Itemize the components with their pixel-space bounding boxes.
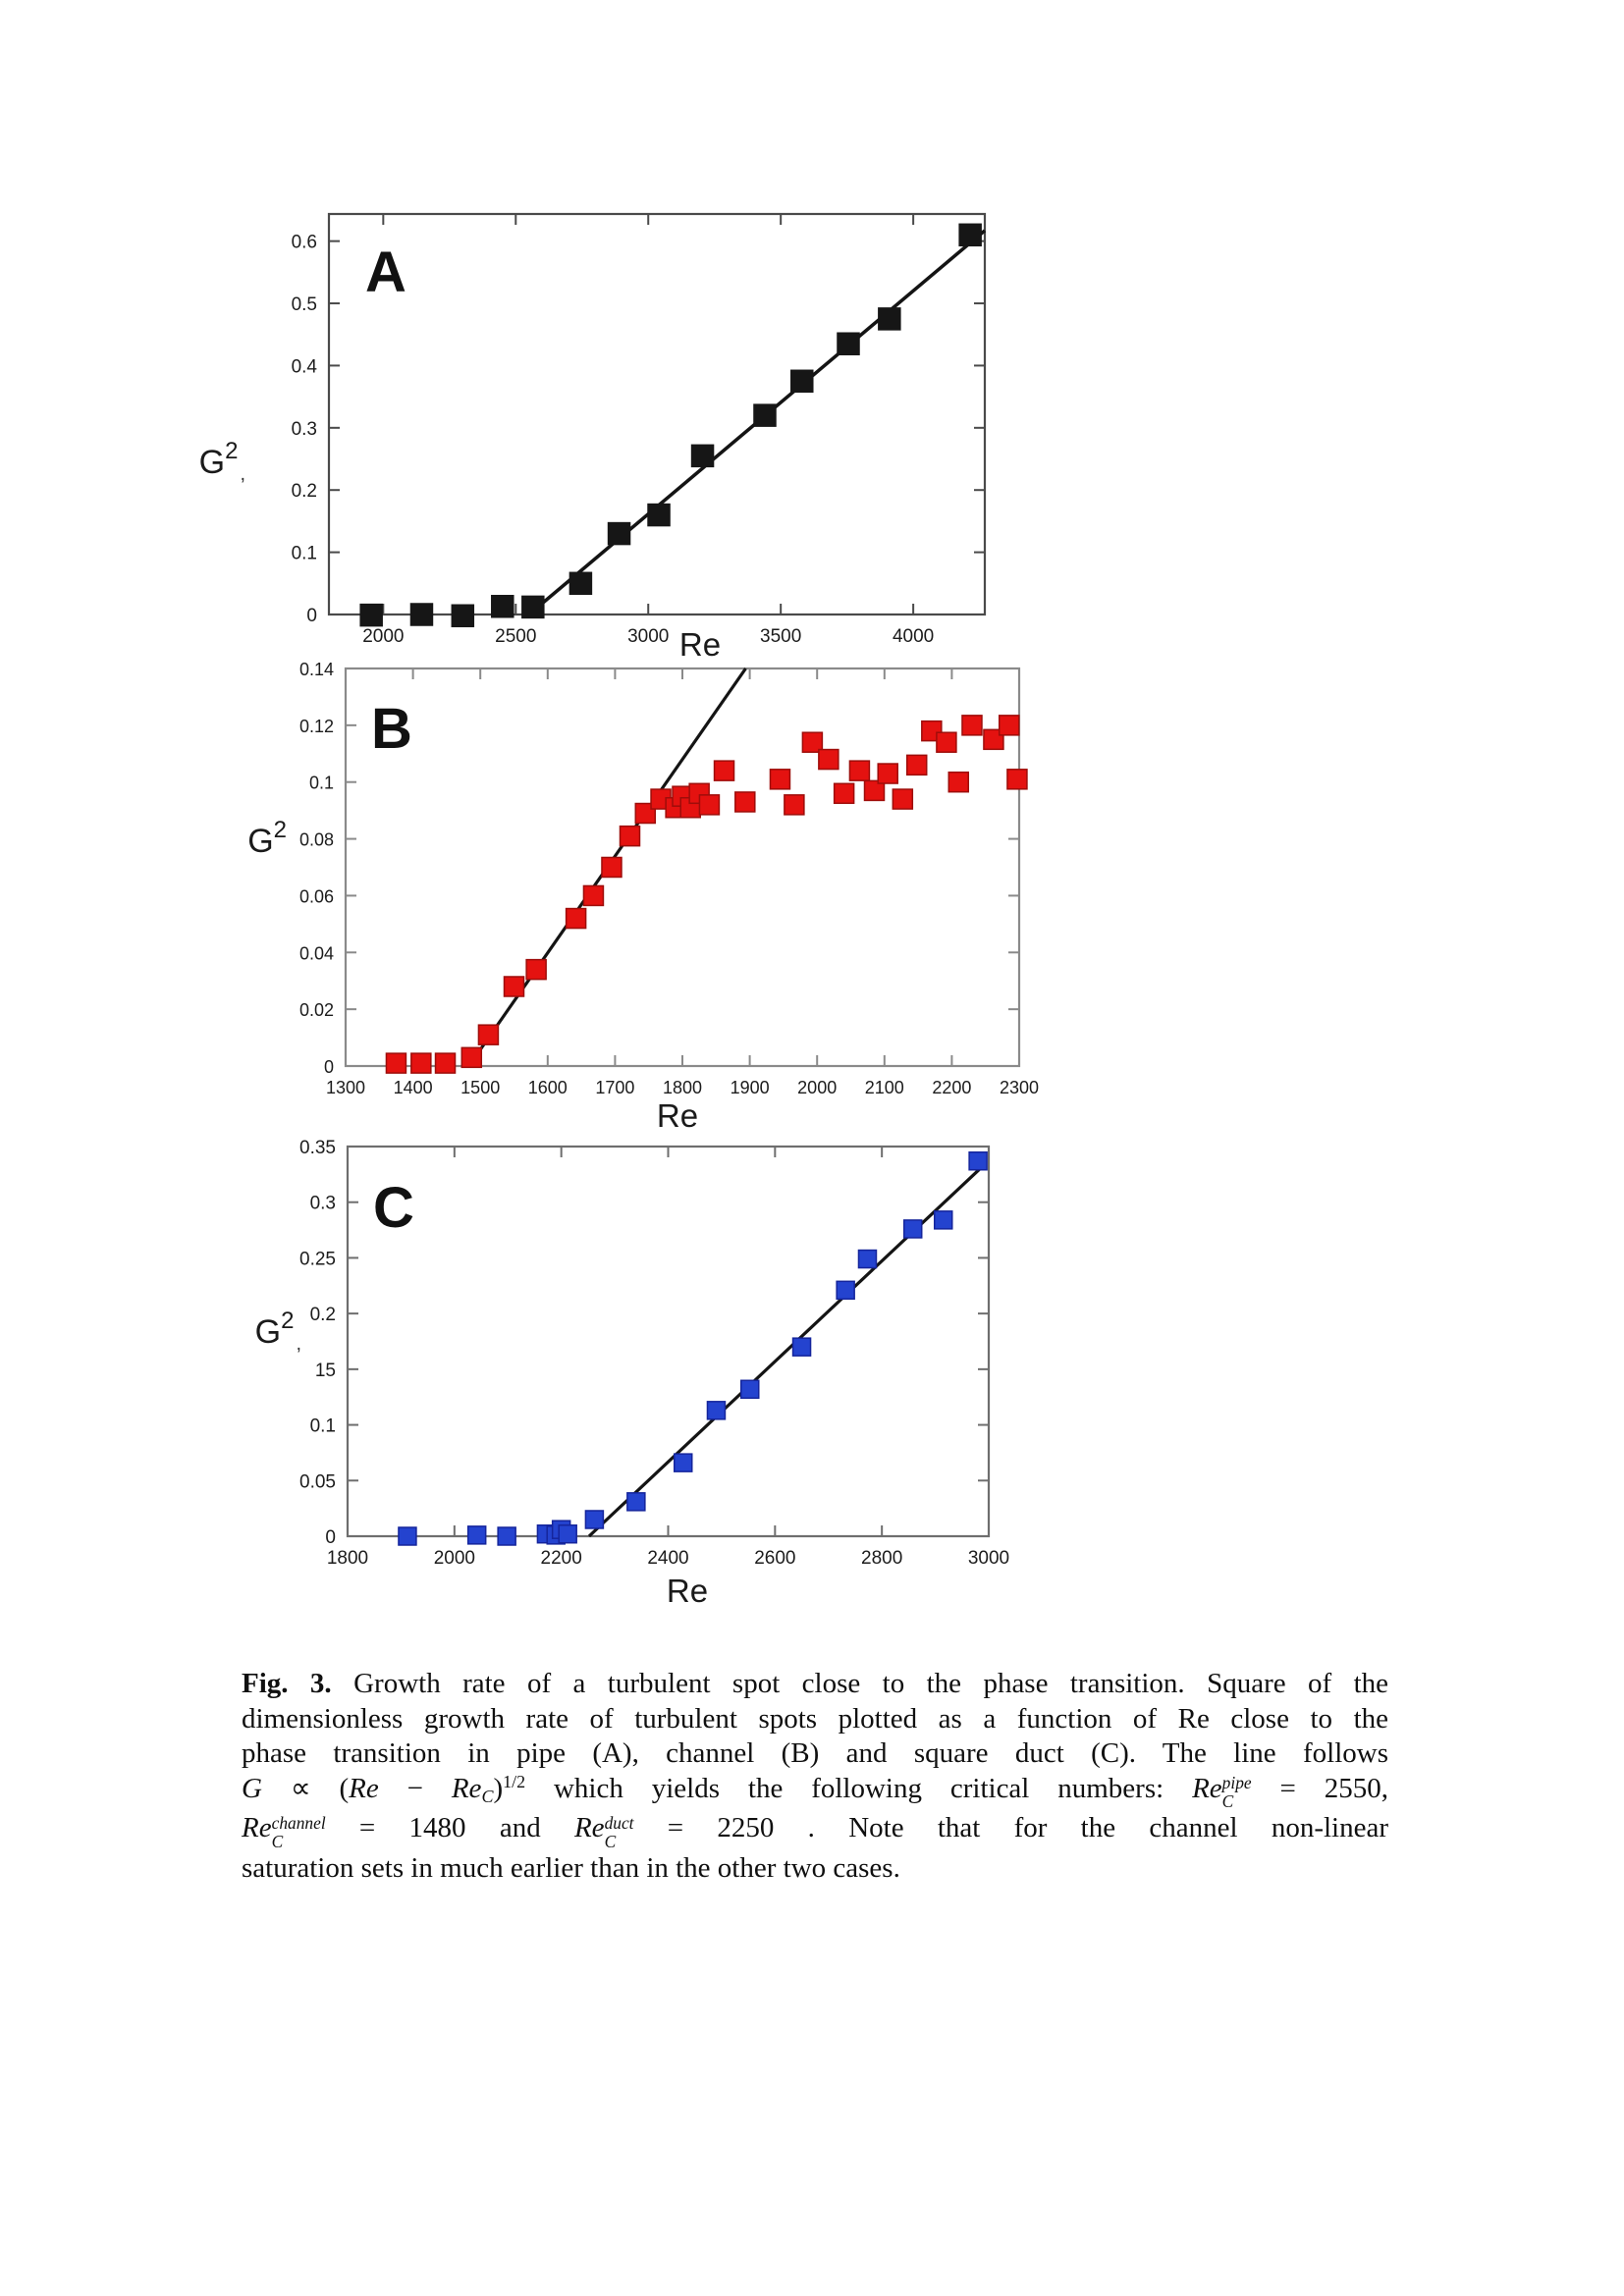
caption-text-run: Re (349, 1772, 379, 1804)
panel-A-y-tick-label: 0.2 (291, 481, 317, 503)
panel-B-y-tick-label: 0 (323, 1057, 334, 1077)
panel-C-data-point (468, 1526, 486, 1544)
panel-C-data-point (399, 1527, 416, 1545)
panel-A-data-point (692, 445, 714, 466)
caption-text-run: G (242, 1772, 262, 1804)
panel-B-data-point (893, 789, 912, 809)
panel-B-data-point (785, 795, 804, 815)
panel-C-data-point (793, 1338, 811, 1356)
panel-A-data-point (410, 604, 432, 625)
panel-B-data-point (436, 1053, 456, 1073)
panel-C-data-point (585, 1511, 603, 1528)
math-sub-sup-stack: channel C (271, 1813, 326, 1851)
panel-A-y-tick-label: 0.1 (291, 543, 317, 564)
panel-B-x-tick-label: 2300 (999, 1078, 1040, 1097)
panel-B-data-point (907, 755, 927, 774)
panel-A-letter: A (365, 240, 406, 304)
panel-B-y-axis-label: $G^2$ (247, 817, 287, 860)
panel-B-x-tick-label: 1700 (595, 1078, 635, 1097)
panel-B-data-point (505, 977, 524, 996)
panel-B-data-point (1000, 716, 1019, 735)
caption-text-run: Re (573, 1812, 605, 1844)
panel-B-x-tick-label: 1800 (662, 1078, 703, 1097)
panel-B-letter: B (371, 697, 412, 761)
panel-A-data-point (522, 596, 544, 617)
caption-text-run: Fig. 3. (242, 1668, 332, 1699)
panel-B-y-tick-label: 0.1 (308, 773, 334, 793)
panel-B-data-point (526, 960, 546, 980)
caption-line (242, 1667, 1388, 1702)
panel-C-data-point (675, 1454, 692, 1471)
panel-B-data-point (1007, 770, 1027, 789)
math-sub-sup-stack: duct C (604, 1813, 634, 1851)
panel-B-x-tick-label: 2100 (864, 1078, 904, 1097)
panel-B-data-point (620, 827, 639, 846)
panel-B-y-tick-label: 0.12 (298, 716, 334, 736)
panel-A-data-point (959, 224, 981, 245)
caption-text-run: saturation sets in much earlier than in the other two cases. (242, 1851, 900, 1884)
panel-C-y-tick-label: 0.25 (299, 1249, 336, 1270)
panel-A-data-point (648, 505, 670, 526)
panel-C-data-point (741, 1380, 759, 1398)
panel-B-data-point (715, 761, 734, 780)
figure-3-caption (242, 1667, 1388, 1886)
panel-B-x-tick-label: 1900 (730, 1078, 770, 1097)
panel-C-y-tick-label: 0.35 (299, 1138, 336, 1158)
panel-A-data-point (569, 572, 591, 594)
panel-B-data-point (948, 773, 968, 792)
panel-B-data-point (583, 885, 603, 905)
caption-text-run: which yields the following critical numbers: (525, 1772, 1193, 1804)
panel-A-data-point (492, 596, 514, 617)
panel-B-data-point (962, 716, 982, 735)
panel-B-y-tick-label: 0.14 (298, 660, 334, 679)
panel-B-data-point (878, 764, 897, 783)
caption-text-run: Re (451, 1772, 482, 1804)
panel-C-x-tick-label: 1800 (326, 1548, 369, 1569)
panel-C-data-point (904, 1220, 922, 1238)
panel-C-data-point (707, 1402, 725, 1419)
panel-A-y-tick-label: 0.3 (291, 418, 317, 440)
panel-C-y-tick-label: 0.1 (309, 1415, 336, 1437)
panel-B-data-point (478, 1025, 498, 1044)
panel-A-data-point (879, 308, 900, 330)
panel-B-data-point (386, 1053, 406, 1073)
panel-C-data-point (858, 1251, 876, 1268)
panel-B-data-point (567, 909, 586, 929)
panel-A-x-tick-label: 3000 (627, 626, 670, 647)
panel-A-y-tick-label: 0.4 (291, 356, 317, 378)
panel-A-x-tick-label: 4000 (892, 626, 935, 647)
panel-A-data-point (360, 605, 382, 626)
panel-B-y-tick-label: 0.02 (298, 1000, 334, 1021)
panel-A-data-point (838, 333, 859, 354)
panel-B-data-point (602, 858, 622, 878)
panel-C-data-point (627, 1493, 645, 1511)
panel-B-data-point (937, 732, 956, 752)
panel-C-data-point (935, 1211, 952, 1229)
caption-text-run: ∝ ( (261, 1772, 350, 1804)
panel-C-y-tick-label: 0.05 (299, 1471, 336, 1493)
panel-A-y-tick-label: 0.6 (291, 232, 317, 253)
caption-text-run: Re (1192, 1772, 1222, 1804)
panel-C-y-axis-label: $G^2_,$ (254, 1308, 301, 1355)
panel-A-x-tick-label: 2500 (495, 626, 537, 647)
panel-C-y-tick-label: 0.2 (309, 1305, 336, 1326)
panel-A-frame (329, 214, 985, 614)
panel-C-x-tick-label: 2000 (433, 1548, 475, 1569)
caption-text-run: ) (493, 1772, 504, 1804)
panel-B-x-tick-label: 2000 (797, 1078, 838, 1097)
panel-C-x-tick-label: 3000 (967, 1548, 1010, 1569)
panel-A-y-axis-label: $G^2_,$ (198, 438, 245, 485)
panel-A-data-point (609, 523, 630, 545)
panel-C-x-tick-label: 2600 (754, 1548, 796, 1569)
panel-C-data-point (498, 1527, 515, 1545)
caption-text-run: = 2250 . Note that for the channel non-linear (633, 1812, 1388, 1844)
panel-B-frame (346, 668, 1019, 1066)
caption-line (242, 1811, 1388, 1851)
panel-C-data-point (969, 1152, 987, 1170)
panel-B-data-point (770, 770, 789, 789)
panel-B-y-tick-label: 0.06 (298, 886, 334, 907)
panel-A-data-point (791, 370, 813, 392)
panel-A-y-tick-label: 0 (306, 606, 317, 626)
caption-line (242, 1851, 1388, 1887)
panel-C-letter: C (373, 1176, 414, 1240)
panel-B-x-tick-label: 1400 (393, 1078, 433, 1097)
panel-C (255, 1138, 1010, 1609)
panel-A-x-tick-label: 2000 (362, 626, 405, 647)
panel-C-y-tick-label: 0.3 (309, 1193, 336, 1214)
math-sub-sup-stack: pipe C (1221, 1773, 1252, 1812)
panel-A-data-point (754, 404, 776, 426)
caption-text-run: − (378, 1772, 452, 1804)
panel-A-data-point (452, 605, 473, 626)
panel-C-x-tick-label: 2200 (540, 1548, 582, 1569)
panel-B-data-point (461, 1047, 481, 1067)
panel-C-x-tick-label: 2400 (647, 1548, 689, 1569)
panel-B-data-point (735, 792, 755, 812)
panel-B-x-tick-label: 1500 (460, 1078, 501, 1097)
panel-C-y-tick-label: 0 (325, 1527, 336, 1548)
caption-text-run: Re (242, 1812, 272, 1844)
panel-C-y-tick-label: 15 (314, 1360, 336, 1381)
panel-B (247, 660, 1039, 1134)
panel-C-fit-line (589, 1166, 983, 1536)
caption-text-run: phase transition in pipe (A), channel (B) and square duct (C). The line follows (242, 1737, 1388, 1769)
panel-C-data-point (559, 1525, 576, 1543)
caption-text-run: = 2550, (1251, 1772, 1389, 1804)
panel-A-x-tick-label: 3500 (760, 626, 802, 647)
caption-line (242, 1702, 1388, 1737)
panel-B-data-point (849, 761, 869, 780)
panel-A-x-axis-label: Re (678, 626, 722, 663)
caption-text-run: Growth rate of a turbulent spot close to the phase transition. Square of the (331, 1668, 1388, 1699)
panel-B-data-point (835, 783, 854, 803)
caption-line (242, 1736, 1388, 1772)
panel-C-x-tick-label: 2800 (861, 1548, 903, 1569)
panel-B-y-tick-label: 0.08 (298, 829, 334, 850)
panel-B-data-point (819, 750, 839, 770)
panel-B-data-point (699, 795, 719, 815)
panel-C-x-axis-label: Re (666, 1573, 709, 1609)
panel-B-x-axis-label: Re (656, 1097, 699, 1134)
panel-B-x-tick-label: 1300 (325, 1078, 366, 1097)
panel-B-x-tick-label: 1600 (527, 1078, 568, 1097)
caption-text-run: = 1480 and (325, 1812, 574, 1844)
panel-C-frame (348, 1147, 989, 1536)
panel-A-y-tick-label: 0.5 (291, 294, 317, 316)
panel-B-data-point (411, 1053, 431, 1073)
panel-B-x-tick-label: 2200 (932, 1078, 972, 1097)
caption-text-run: C (481, 1786, 494, 1806)
caption-line (242, 1772, 1388, 1812)
caption-text-run: 1/2 (503, 1771, 526, 1791)
caption-text-run: dimensionless growth rate of turbulent spots plotted as a function of Re close to the (242, 1702, 1388, 1735)
panel-C-data-point (837, 1281, 854, 1299)
panel-A (199, 214, 985, 663)
panel-B-y-tick-label: 0.04 (298, 943, 334, 964)
